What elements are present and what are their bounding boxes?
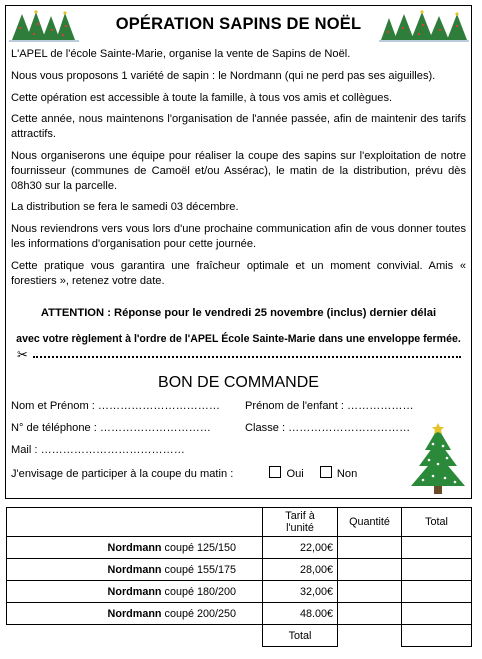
intro-text: [11, 47, 466, 295]
price-header: Tarif à l'unité: [263, 508, 338, 537]
empty-header-cell: [7, 508, 263, 537]
paragraph: Nous organiserons une équipe pour réaliser la coupe des sapins sur l'exploitation de notre fournisseur (communes de Camoël et/ou Assérac), le matin de la distribution, prévu dès 08h30 sur la parcelle.: [11, 149, 466, 192]
product-name: Nordmann coupé 125/150: [7, 537, 263, 559]
page-title: OPÉRATION SAPINS DE NOËL: [115, 15, 362, 33]
paragraph: Cette opération est accessible à toute la famille, à tous vos amis et collègues.: [11, 91, 393, 104]
quantity-cell[interactable]: [338, 581, 402, 603]
table-header-row: [7, 508, 472, 537]
total-label: Total: [263, 625, 338, 647]
unit-price: 32,00€: [263, 581, 338, 603]
oui-label: Oui: [286, 468, 304, 480]
coupe-question-label: J'envisage de participer à la coupe du matin :: [11, 468, 234, 480]
paragraph: La distribution se fera le samedi 03 décembre.: [11, 201, 239, 214]
dotted-divider: [33, 356, 461, 358]
coupe-question: [11, 466, 357, 480]
paragraph: Cette année, nous maintenons l'organisation de l'année passée, afin de maintenir des tarifs attractifs.: [11, 113, 466, 141]
quantity-cell[interactable]: [338, 603, 402, 625]
total-cell[interactable]: [402, 603, 472, 625]
christmas-trees-right-icon: [379, 10, 469, 44]
paragraph: Nous reviendrons vers vous lors d'une prochaine communication afin de vous donner toutes les informations d'organisation pour cette journée.: [11, 223, 466, 250]
christmas-tree-icon: [403, 422, 473, 500]
non-label: Non: [336, 468, 358, 480]
total-cell[interactable]: [402, 559, 472, 581]
class-field[interactable]: Classe : ……………………………: [245, 422, 411, 434]
name-field[interactable]: Nom et Prénom : ……………………………: [11, 400, 220, 412]
unit-price: 28,00€: [263, 559, 338, 581]
quantity-header: Quantité: [338, 508, 402, 537]
phone-field[interactable]: N° de téléphone : …………………………: [11, 422, 211, 434]
total-cell[interactable]: [402, 581, 472, 603]
paragraph: L'APEL de l'école Sainte-Marie, organise la vente de Sapins de Noël.: [11, 48, 351, 60]
non-checkbox[interactable]: [320, 466, 332, 478]
cut-line: [17, 349, 461, 363]
product-name: Nordmann coupé 180/200: [7, 581, 263, 603]
table-row: [7, 559, 472, 581]
payment-instructions: avec votre règlement à l'ordre de l'APEL École Sainte-Marie dans une enveloppe fermée.: [16, 333, 461, 345]
paragraph: Cette pratique vous garantira une fraîcheur optimale et un moment convivial. Amis « forestiers », retenez votre date.: [11, 259, 466, 287]
grand-total-cell[interactable]: [402, 625, 472, 647]
table-row: [7, 581, 472, 603]
order-table: [6, 507, 472, 647]
mail-field[interactable]: Mail : …………………………………: [11, 444, 185, 456]
table-row: [7, 603, 472, 625]
empty-cell: [338, 625, 402, 647]
empty-cell: [7, 625, 263, 647]
quantity-cell[interactable]: [338, 559, 402, 581]
product-name: Nordmann coupé 155/175: [7, 559, 263, 581]
unit-price: 22,00€: [263, 537, 338, 559]
table-total-row: [7, 625, 472, 647]
total-header: Total: [402, 508, 472, 537]
order-flyer: [5, 5, 472, 499]
scissors-icon: ✂: [17, 347, 28, 362]
total-cell[interactable]: [402, 537, 472, 559]
oui-checkbox[interactable]: [269, 466, 281, 478]
quantity-cell[interactable]: [338, 537, 402, 559]
deadline-notice: ATTENTION : Réponse pour le vendredi 25 novembre (inclus) dernier délai: [40, 307, 437, 319]
child-firstname-field[interactable]: Prénom de l'enfant : ………………: [245, 400, 414, 412]
order-form-title: BON DE COMMANDE: [158, 374, 319, 391]
product-name: Nordmann coupé 200/250: [7, 603, 263, 625]
table-row: [7, 537, 472, 559]
paragraph: Nous vous proposons 1 variété de sapin : le Nordmann (qui ne perd pas ses aiguilles).: [11, 69, 436, 82]
unit-price: 48.00€: [263, 603, 338, 625]
